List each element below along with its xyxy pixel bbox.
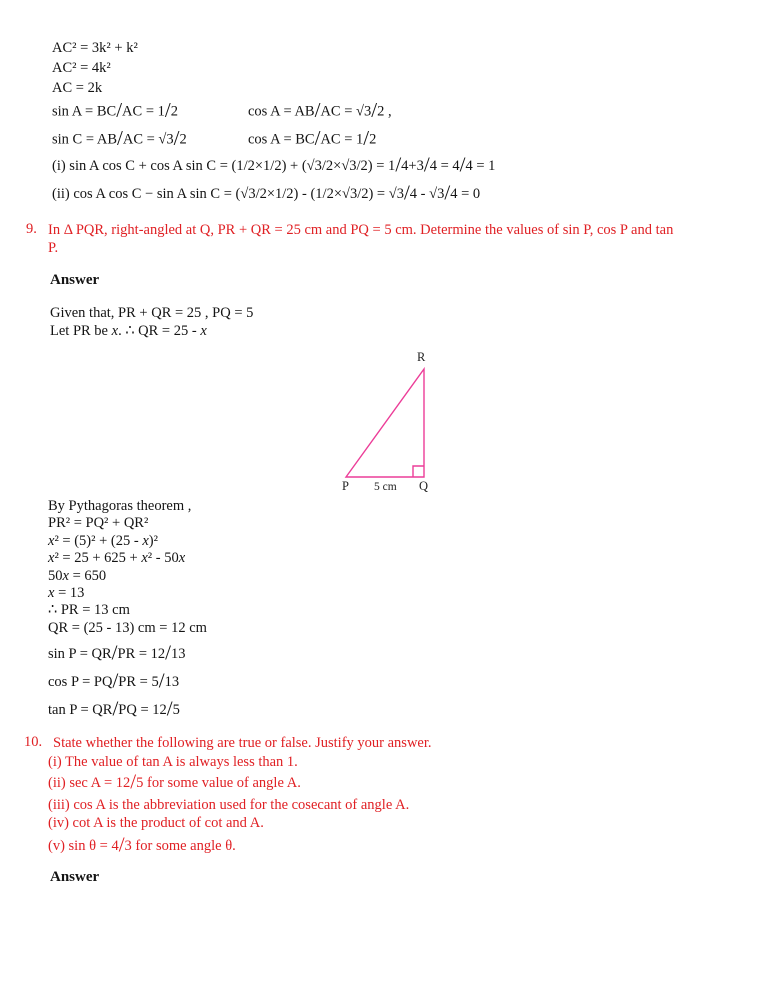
given-line: Let PR be x. ∴ QR = 25 - x (50, 323, 207, 339)
pythagoras-work-block (48, 498, 207, 637)
question-10-item: (i) The value of tan A is always less than 1. (48, 753, 298, 770)
base-length-label: 5 cm (374, 481, 397, 493)
trig-results-block (48, 640, 186, 724)
question-10-number: 10. (24, 734, 43, 750)
question-10-text (48, 734, 708, 855)
question-10-item: (iii) cos A is the abbreviation used for the cosecant of angle A. (48, 796, 410, 813)
answer-heading-q10: Answer (50, 869, 100, 885)
right-angle-mark (413, 466, 424, 477)
equation-line: AC = 2k (52, 80, 103, 96)
trig-row (52, 98, 392, 126)
question-9-text-line: P. (48, 240, 59, 256)
trig-left-value: sin A = BC/AC = 1/2 (52, 98, 178, 123)
trig-right-value: cos A = BC/AC = 1/2 (248, 126, 377, 151)
given-line: Given that, PR + QR = 25 , PQ = 5 (50, 305, 254, 321)
work-line: 50x = 650 (48, 567, 107, 584)
identity-results-block (52, 152, 495, 208)
triangle-figure (340, 350, 444, 500)
ratio-line: tan P = QR/PQ = 12/5 (48, 696, 180, 721)
question-10-item: (ii) sec A = 12/5 for some value of angle A. (48, 769, 301, 794)
given-block (50, 304, 253, 340)
right-triangle-drawing (340, 365, 432, 483)
question-10-item: (iv) cot A is the product of cot and A. (48, 815, 264, 831)
vertex-label-q: Q (419, 479, 429, 493)
question-9-text-line: In Δ PQR, right-angled at Q, PR + QR = 25 cm and PQ = 5 cm. Determine the values of sin P, cos P and tan (48, 222, 674, 238)
answer-heading-q9: Answer (50, 272, 100, 288)
work-line: x² = (5)² + (25 - x)² (48, 532, 158, 549)
ac-equations-block (52, 38, 138, 98)
ratio-line: sin P = QR/PR = 12/13 (48, 640, 186, 665)
equation-line: AC² = 4k² (52, 60, 111, 76)
work-line: x² = 25 + 625 + x² - 50x (48, 550, 186, 567)
work-line: x = 13 (48, 585, 85, 602)
trig-right-value: cos A = AB/AC = √3/2 , (248, 98, 392, 123)
trig-left-value: sin C = AB/AC = √3/2 (52, 126, 187, 151)
question-10-intro: State whether the following are true or false. Justify your answer. (53, 735, 432, 751)
identity-line: (i) sin A cos C + cos A sin C = (1/2×1/2) + (√3/2×√3/2) = 1/4+3/4 = 4/4 = 1 (52, 152, 496, 177)
identity-line: (ii) cos A cos C − sin A sin C = (√3/2×1/2) - (1/2×√3/2) = √3/4 - √3/4 = 0 (52, 180, 481, 205)
triangle-outline (346, 369, 424, 477)
work-line: QR = (25 - 13) cm = 12 cm (48, 619, 207, 636)
work-line: ∴ PR = 13 cm (48, 602, 130, 619)
work-line: PR² = PQ² + QR² (48, 515, 149, 532)
question-10-item: (v) sin θ = 4/3 for some angle θ. (48, 832, 236, 857)
question-9-number: 9. (26, 221, 37, 237)
vertex-label-r: R (417, 350, 426, 364)
work-line: By Pythagoras theorem , (48, 498, 192, 514)
trig-ratio-columns (52, 98, 392, 154)
trig-row (52, 126, 392, 154)
question-9-text (48, 221, 748, 257)
vertex-label-p: P (342, 479, 349, 493)
equation-line: AC² = 3k² + k² (52, 40, 138, 56)
ratio-line: cos P = PQ/PR = 5/13 (48, 668, 180, 693)
